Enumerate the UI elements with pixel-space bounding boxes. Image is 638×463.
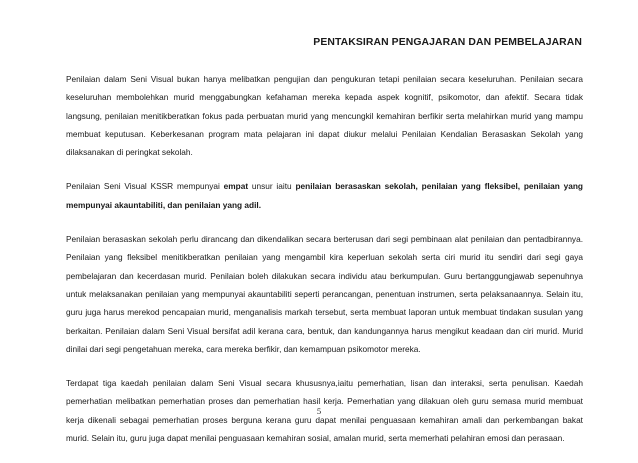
page-title: PENTAKSIRAN PENGAJARAN DAN PEMBELAJARAN: [313, 37, 582, 48]
paragraph2-emphasis-count: empat: [223, 181, 249, 192]
paragraph2-mid: unsur iaitu: [248, 181, 296, 192]
paragraph-assessment-overview: Penilaian dalam Seni Visual bukan hanya melibatkan pengujian dan pengukuran tetapi penilaian secara keseluruhan. Penilaian secara keseluruhan membolehkan murid menggabungkan kefahaman mereka kepada aspek kognitif, psikomotor, dan afektif. Secara tidak langsung, penilaian menitikberatkan fokus pada perbuatan murid yang mencungkil kemahiran berfikir serta melahirkan murid yang mampu membuat keputusan. Keberkesanan program mata pelajaran ini dapat diukur melalui Penilaian Kendalian Berasaskan Sekolah yang dilaksanakan di peringkat sekolah.: [66, 74, 583, 158]
paragraph-assessment-details: Penilaian berasaskan sekolah perlu dirancang dan dikendalikan secara berterusan dari segi pembinaan alat penilaian dan pentadbirannya. Penilaian yang fleksibel menitikberatkan penilaian yang mengambil kira keperluan sekolah serta ciri murid itu sendiri dari segi gaya pembelajaran dan kecerdasan murid. Penilaian boleh dilakukan secara individu atau berkumpulan. Guru bertanggungjawab sepenuhnya untuk melaksanakan penilaian yang mempunyai akauntabiliti seperti perancangan, penentuan instrumen, serta pelaksanaannya. Selain itu, guru juga harus merekod pencapaian murid, menganalisis markah tersebut, serta membuat laporan untuk membuat tindakan susulan yang berkaitan. Penilaian dalam Seni Visual bersifat adil kerana cara, bentuk, dan kandungannya harus mengikut keadaan dan ciri murid. Murid dinilai dari segi pengetahuan mereka, cara mereka berfikir, dan kemampuan psikomotor mereka.: [66, 234, 583, 354]
page-number: 5: [316, 406, 322, 416]
paragraph2-lead: Penilaian Seni Visual KSSR mempunyai: [66, 181, 224, 192]
paragraph-assessment-methods: Terdapat tiga kaedah penilaian dalam Seni Visual secara khususnya,iaitu pemerhatian, lisan dan interaksi, serta penulisan. Kaedah pemerhatian melibatkan pemerhatian proses dan pemerhatian hasil kerja. Pemerhatian yang dilakuan oleh guru semasa murid membuat kerja dikenali sebagai pemerhatian proses berguna kerana guru dapat menilai penguasaan kemahiran amali dan perkembangan bakat murid. Selain itu, guru juga dapat menilai penguasaan kemahiran sosial, amalan murid, serta memerhati pelahiran emosi dan perasaan.: [66, 378, 583, 444]
paragraph-assessment-elements: [66, 177, 583, 214]
body-text: [66, 70, 583, 463]
paragraph2-emphasis-elements: penilaian berasaskan sekolah, penilaian yang fleksibel, penilaian yang mempunyai akauntabiliti, dan penilaian yang adil.: [66, 181, 583, 210]
